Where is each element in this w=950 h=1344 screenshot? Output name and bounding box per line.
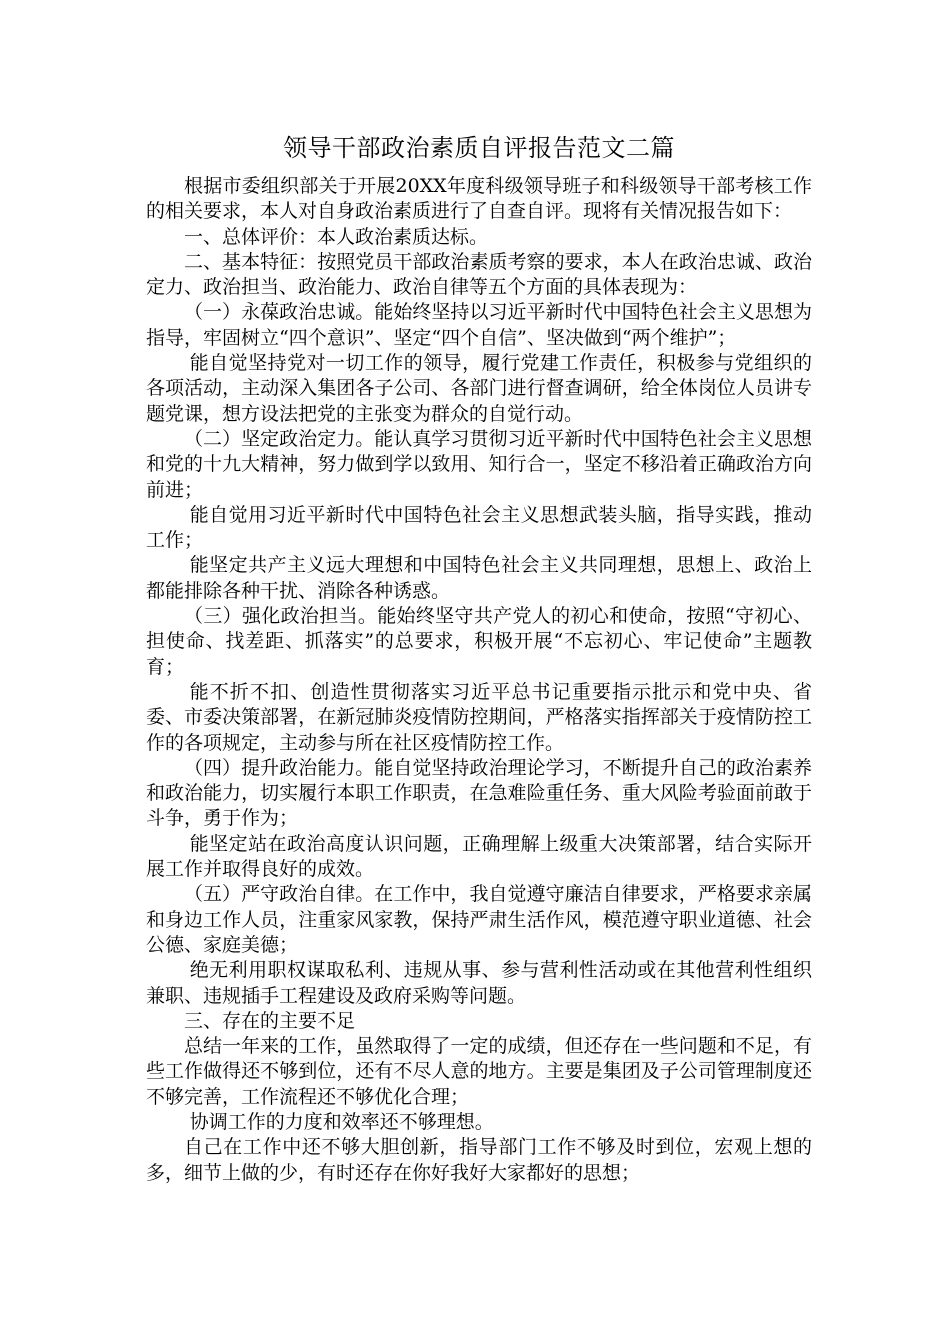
paragraph-basic-features: 二、基本特征：按照党员干部政治素质考察的要求，本人在政治忠诚、政治定力、政治担当、政治能力、政治自律等五个方面的具体表现为： xyxy=(146,250,812,299)
paragraph-shortcomings-heading: 三、存在的主要不足 xyxy=(184,1009,356,1032)
paragraph-section-4-detail: 能坚定站在政治高度认识问题，正确理解上级重大决策部署，结合实际开展工作并取得良好的成效。 xyxy=(146,832,812,881)
document-page xyxy=(146,130,812,1186)
paragraph-intro: 根据市委组织部关于开展20XX年度科级领导班子和科级领导干部考核工作的相关要求，本人对自身政治素质进行了自查自评。现将有关情况报告如下： xyxy=(146,175,812,223)
paragraph-shortcomings-summary: 总结一年来的工作，虽然取得了一定的成绩，但还存在一些问题和不足，有些工作做得还不够到位，还有不尽人意的地方。主要是集团及子公司管理制度还不够完善，工作流程还不够优化合理； xyxy=(146,1035,812,1108)
paragraph-section-1-detail: 能自觉坚持党对一切工作的领导，履行党建工作责任，积极参与党组织的各项活动，主动深入集团各子公司、各部门进行督查调研，给全体岗位人员讲专题党课，想方设法把党的主张变为群众的自觉行动。 xyxy=(146,352,812,425)
paragraph-section-1: （一）永葆政治忠诚。能始终坚持以习近平新时代中国特色社会主义思想为指导，牢固树立“四个意识”、坚定“四个自信”、坚决做到“两个维护”； xyxy=(146,301,812,349)
paragraph-section-3: （三）强化政治担当。能始终坚守共产党人的初心和使命，按照“守初心、担使命、找差距、抓落实”的总要求，积极开展“不忘初心、牢记使命”主题教育； xyxy=(146,605,812,678)
paragraph-section-5-detail: 绝无利用职权谋取私利、违规从事、参与营利性活动或在其他营利性组织兼职、违规插手工程建设及政府采购等问题。 xyxy=(146,959,812,1007)
document-title: 领导干部政治素质自评报告范文二篇 xyxy=(283,134,675,162)
paragraph-section-2-detail-a: 能自觉用习近平新时代中国特色社会主义思想武装头脑，指导实践，推动工作； xyxy=(146,503,812,552)
paragraph-section-5: （五）严守政治自律。在工作中，我自觉遵守廉洁自律要求，严格要求亲属和身边工作人员，注重家风家教，保持严肃生活作风，模范遵守职业道德、社会公德、家庭美德； xyxy=(146,883,812,956)
document-body xyxy=(146,174,812,1186)
paragraph-section-4: （四）提升政治能力。能自觉坚持政治理论学习，不断提升自己的政治素养和政治能力，切实履行本职工作职责，在急难险重任务、重大风险考验面前敢于斗争，勇于作为； xyxy=(146,756,812,830)
paragraph-shortcomings-self: 自己在工作中还不够大胆创新，指导部门工作不够及时到位，宏观上想的多，细节上做的少，有时还存在你好我好大家都好的思想； xyxy=(146,1136,812,1184)
paragraph-section-2-detail-b: 能坚定共产主义远大理想和中国特色社会主义共同理想，思想上、政治上都能排除各种干扰、消除各种诱惑。 xyxy=(146,554,812,602)
paragraph-section-2: （二）坚定政治定力。能认真学习贯彻习近平新时代中国特色社会主义思想和党的十九大精神，努力做到学以致用、知行合一，坚定不移沿着正确政治方向前进； xyxy=(146,427,812,501)
paragraph-overall-evaluation: 一、总体评价：本人政治素质达标。 xyxy=(184,225,489,248)
paragraph-section-3-detail: 能不折不扣、创造性贯彻落实习近平总书记重要指示批示和党中央、省委、市委决策部署，在新冠肺炎疫情防控期间，严格落实指挥部关于疫情防控工作的各项规定，主动参与所在社区疫情防控工作。 xyxy=(146,680,812,754)
paragraph-shortcomings-coordination: 协调工作的力度和效率还不够理想。 xyxy=(189,1110,494,1133)
